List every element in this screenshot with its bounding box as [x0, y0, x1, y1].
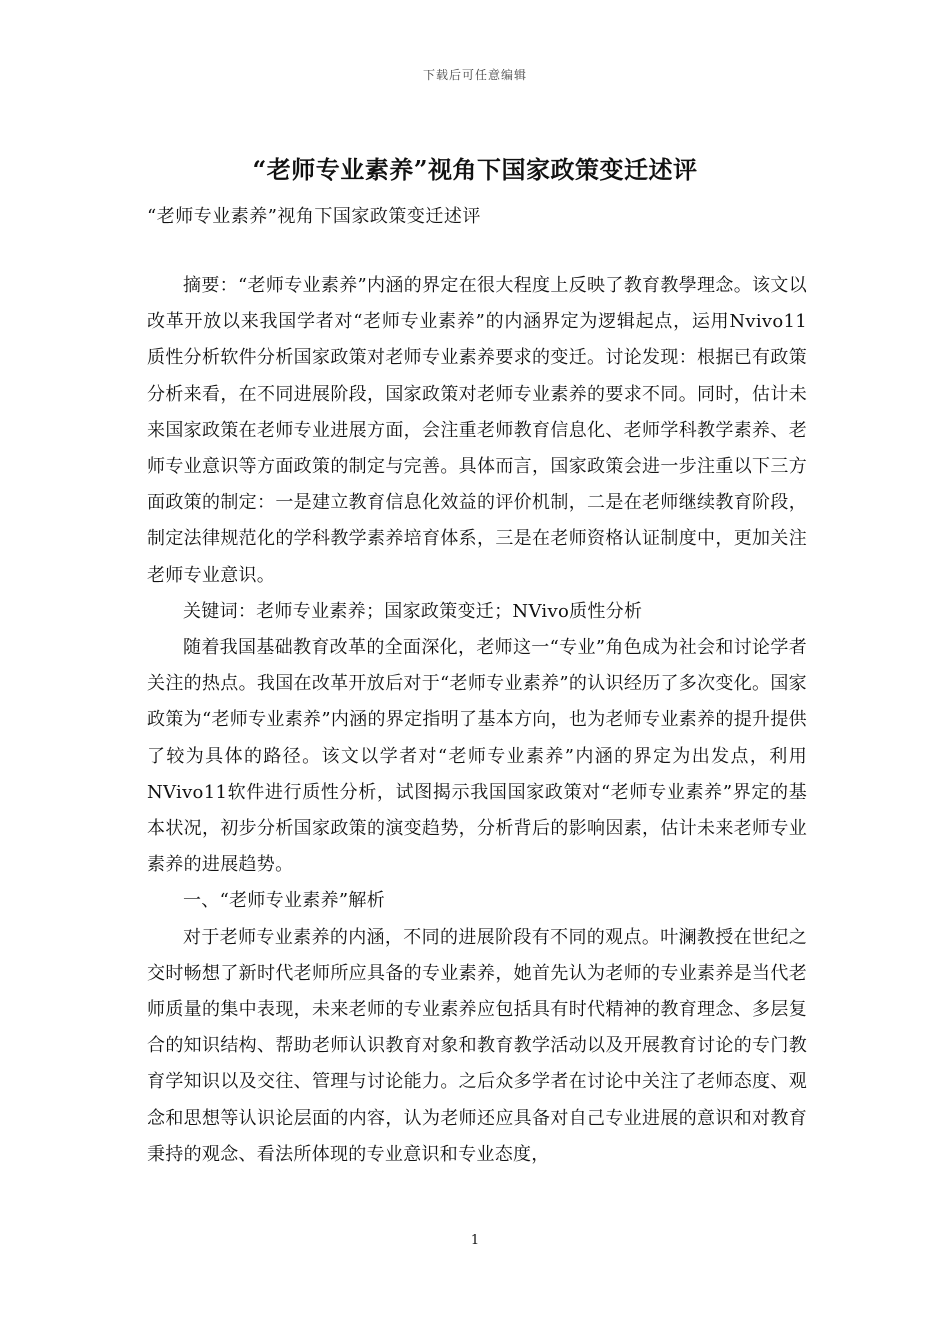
abstract-paragraph: 摘要：“老师专业素养”内涵的界定在很大程度上反映了教育教學理念。该文以改革开放以来我国学者对“老师专业素养”的内涵界定为逻辑起点，运用Nvivo11质性分析软件分析国家政策对老师专业素养要求的变迁。讨论发现：根据已有政策分析来看，在不同进展阶段，国家政策对老师专业素养的要求不同。同时，估计未来国家政策在老师专业进展方面，会注重老师教育信息化、老师学科教学素养、老师专业意识等方面政策的制定与完善。具体而言，国家政策会进一步注重以下三方面政策的制定：一是建立教育信息化效益的评价机制，二是在老师继续教育阶段，制定法律规范化的学科教学素养培育体系，三是在老师资格认证制度中，更加关注老师专业意识。 — [147, 275, 807, 586]
document-body — [147, 268, 807, 1173]
page-number: 1 — [470, 1233, 480, 1248]
document-title: “老师专业素养”视角下国家政策变迁述评 — [252, 155, 698, 184]
section-paragraph: 对于老师专业素养的内涵，不同的进展阶段有不同的观点。叶澜教授在世纪之交时畅想了新时代老师所应具备的专业素养，她首先认为老师的专业素养是当代老师质量的集中表现，未来老师的专业素养应包括具有时代精神的教育理念、多层复合的知识结构、帮助老师认识教育对象和教育教学活动以及开展教育讨论的专门教育学知识以及交往、管理与讨论能力。之后众多学者在讨论中关注了老师态度、观念和思想等认识论层面的内容，认为老师还应具备对自己专业进展的意识和对教育秉持的观念、看法所体现的专业意识和专业态度， — [147, 926, 807, 1165]
section-heading: 一、“老师专业素养”解析 — [183, 890, 386, 912]
header-note: 下载后可任意编辑 — [422, 68, 527, 82]
keywords-paragraph: 关键词：老师专业素养；国家政策变迁；NVivo质性分析 — [183, 600, 643, 622]
document-subtitle: “老师专业素养”视角下国家政策变迁述评 — [147, 206, 481, 227]
intro-paragraph: 随着我国基础教育改革的全面深化，老师这一“专业”角色成为社会和讨论学者关注的热点。我国在改革开放后对于“老师专业素养”的认识经历了多次变化。国家政策为“老师专业素养”内涵的界定指明了基本方向，也为老师专业素养的提升提供了较为具体的路径。该文以学者对“老师专业素养”内涵的界定为出发点，利用NVivo11软件进行质性分析，试图揭示我国国家政策对“老师专业素养”界定的基本状况，初步分析国家政策的演变趋势，分析背后的影响因素，估计未来老师专业素养的进展趋势。 — [147, 637, 807, 876]
